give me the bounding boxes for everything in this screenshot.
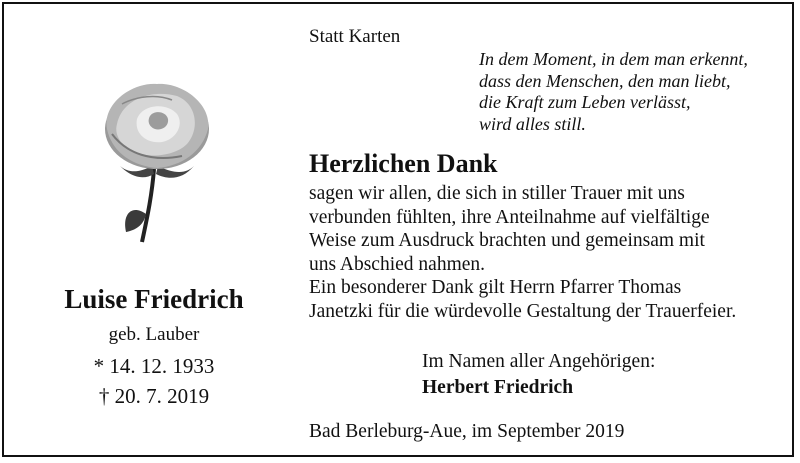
death-date: † 20. 7. 2019 (98, 384, 210, 408)
body-line: uns Abschied nahmen. (309, 253, 486, 275)
signoff-intro: Im Namen aller Angehörigen: (422, 351, 656, 372)
thanks-body (309, 182, 736, 323)
poem (479, 49, 748, 135)
birth-date: * 14. 12. 1933 (93, 354, 215, 378)
place-date: Bad Berleburg-Aue, im September 2019 (309, 421, 625, 442)
body-line: sagen wir allen, die sich in stiller Trauer mit uns (309, 183, 685, 204)
poem-line: In dem Moment, in dem man erkennt, (479, 49, 748, 69)
body-line: Ein besonderer Dank gilt Herrn Pfarrer Thomas (309, 277, 682, 298)
maiden-name: geb. Lauber (108, 324, 200, 345)
deceased-name: Luise Friedrich (64, 284, 244, 314)
obituary-frame (2, 2, 794, 457)
body-line: Janetzki für die würdevolle Gestaltung der Trauerfeier. (309, 300, 737, 322)
header-note: Statt Karten (309, 26, 401, 47)
headline: Herzlichen Dank (309, 149, 498, 178)
body-line: Weise zum Ausdruck brachten und gemeinsam mit (309, 230, 705, 251)
deceased-panel (4, 4, 304, 455)
poem-line: wird alles still. (479, 113, 586, 134)
poem-line: die Kraft zum Leben verlässt, (479, 92, 691, 112)
body-line: verbunden fühlten, ihre Anteilnahme auf vielfältige (309, 206, 710, 228)
rose-image (82, 74, 232, 244)
poem-line: dass den Menschen, den man liebt, (479, 70, 731, 91)
signer-name: Herbert Friedrich (422, 377, 574, 398)
